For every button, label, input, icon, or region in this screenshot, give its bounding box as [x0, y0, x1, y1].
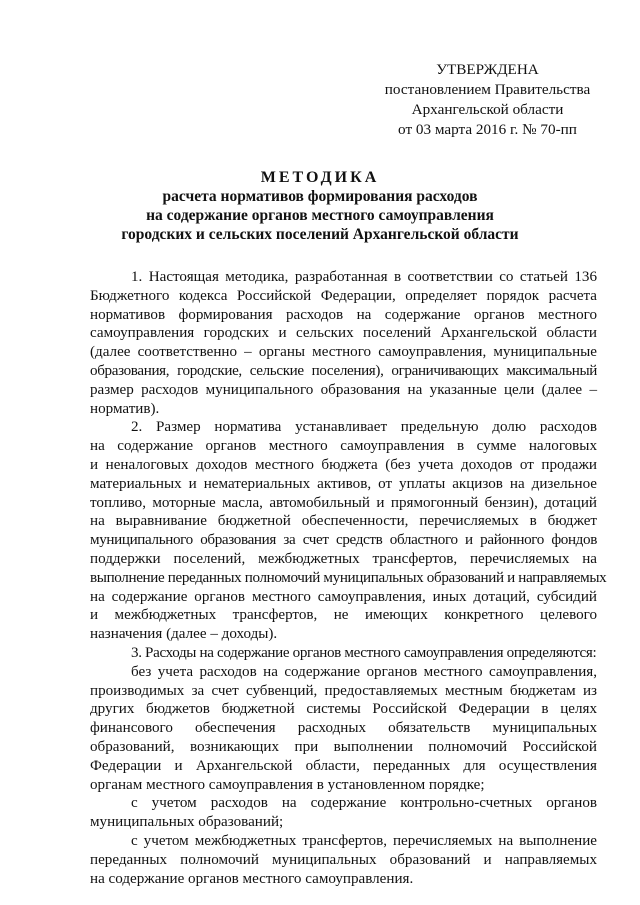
- approval-stamp: [380, 60, 595, 140]
- text-line: на содержание органов местного самоуправления, иных дотаций, субсидий: [90, 588, 597, 605]
- text-line: и неналоговых доходов местного бюджета (без учета доходов от продажи: [90, 456, 597, 473]
- text-line: размер расходов муниципального образования на указанные цели (далее –: [90, 381, 597, 398]
- text-line: органам местного самоуправления в установленном порядке;: [90, 776, 485, 793]
- text-line: образований, возникающих при выполнении полномочий Российской: [90, 738, 597, 755]
- paragraph-5: [90, 794, 597, 832]
- text-line: финансового обеспечения расходных обязательств муниципальных: [90, 720, 597, 737]
- text-line: Федерации и Архангельской области, переданных для осуществления: [90, 757, 597, 774]
- text-line: выполнение переданных полномочий муниципальных образований и направляемых: [90, 569, 607, 586]
- document-title: [80, 168, 560, 244]
- paragraph-4: [90, 663, 597, 795]
- approval-line: Архангельской области: [411, 101, 564, 118]
- text-line: и межбюджетных трансфертов, не имеющих конкретного целевого: [90, 607, 597, 624]
- document-body: [90, 268, 607, 888]
- text-line: 3. Расходы на содержание органов местного самоуправления определяются:: [131, 644, 597, 661]
- title-subtitle: городских и сельских поселений Архангельской области: [121, 226, 519, 243]
- paragraph-3: [90, 644, 597, 663]
- text-line: материальных и нематериальных активов, от уплаты акцизов на дизельное: [90, 475, 597, 492]
- text-line: муниципальных образований;: [90, 814, 284, 831]
- text-line: нормативов формирования расходов на содержание органов местного: [90, 306, 597, 323]
- paragraph-6: [90, 832, 597, 888]
- paragraph-1: [90, 268, 597, 418]
- text-line: 1. Настоящая методика, разработанная в соответствии со статьей 136: [131, 269, 597, 285]
- text-line: 2. Размер норматива устанавливает предельную долю расходов: [131, 419, 597, 436]
- text-line: на содержание органов местного самоуправления в сумме налоговых: [90, 438, 597, 455]
- text-line: поддержки поселений, межбюджетных трансфертов, перечисляемых на: [90, 550, 597, 567]
- approval-heading: УТВЕРЖДЕНА: [436, 61, 539, 78]
- approval-line: постановлением Правительства: [384, 81, 591, 98]
- text-line: без учета расходов на содержание органов местного самоуправления,: [131, 663, 597, 680]
- text-line: топливо, моторные масла, автомобильный и прямогонный бензин), дотаций: [90, 494, 597, 511]
- text-line: (далее соответственно – органы местного самоуправления, муниципальные: [90, 344, 597, 361]
- text-line: норматив).: [90, 400, 160, 417]
- title-main: МЕТОДИКА: [260, 169, 380, 186]
- text-line: Бюджетного кодекса Российской Федерации, определяет порядок расчета: [90, 287, 597, 304]
- text-line: производимых за счет субвенций, предоставляемых местным бюджетам из: [90, 682, 597, 699]
- text-line: на выравнивание бюджетной обеспеченности, перечисляемых в бюджет: [90, 513, 597, 530]
- title-subtitle: на содержание органов местного самоуправления: [146, 207, 494, 224]
- text-line: на содержание органов местного самоуправления.: [90, 870, 414, 887]
- text-line: других бюджетов бюджетной системы Российской Федерации в целях: [90, 701, 597, 718]
- text-line: с учетом межбюджетных трансфертов, перечисляемых на выполнение: [131, 832, 597, 849]
- text-line: образования, городские, сельские поселения), ограничивающих максимальный: [90, 362, 597, 379]
- text-line: самоуправления городских и сельских поселений Архангельской области: [90, 325, 597, 342]
- text-line: переданных полномочий муниципальных образований и направляемых: [90, 851, 597, 868]
- title-subtitle: расчета нормативов формирования расходов: [162, 188, 478, 205]
- text-line: с учетом расходов на содержание контрольно-счетных органов: [131, 795, 597, 812]
- paragraph-2: [90, 418, 607, 644]
- text-line: муниципального образования за счет средств областного и районного фондов: [90, 532, 597, 549]
- approval-date-line: от 03 марта 2016 г. № 70-пп: [398, 121, 577, 138]
- text-line: назначения (далее – доходы).: [90, 626, 278, 643]
